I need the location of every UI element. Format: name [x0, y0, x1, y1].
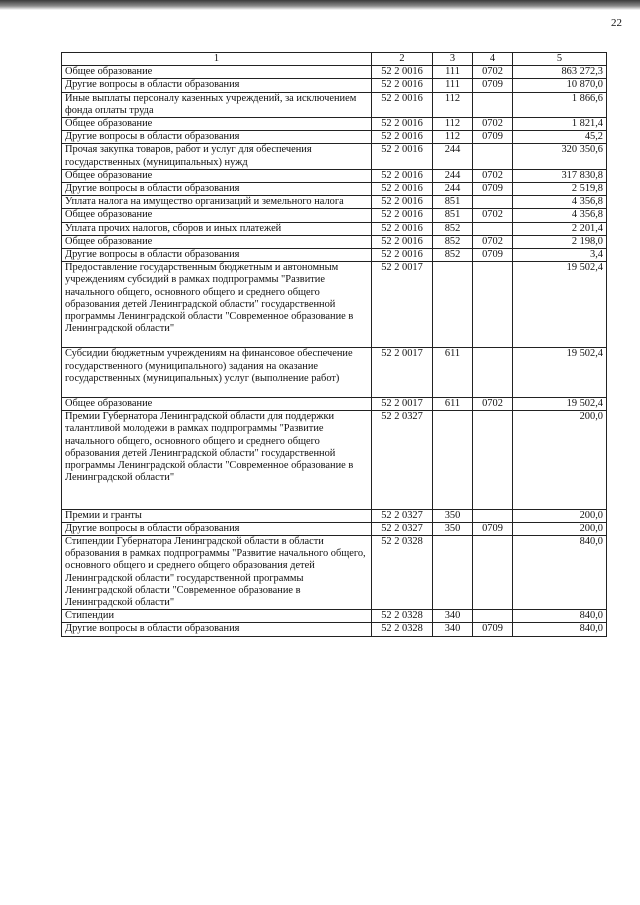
row-sum-cell: 1 866,6: [513, 92, 607, 117]
row-code-cell: 52 2 0016: [372, 235, 433, 248]
row-sum-cell: 2 519,8: [513, 183, 607, 196]
table-row: [62, 144, 607, 169]
row-expense-type-cell: [433, 535, 473, 609]
row-name-cell: Другие вопросы в области образования: [62, 623, 372, 636]
row-expense-type-cell: 340: [433, 623, 473, 636]
row-expense-type-cell: 611: [433, 348, 473, 398]
table-header-row: [62, 53, 607, 66]
row-sum-cell: 863 272,3: [513, 66, 607, 79]
row-sum-cell: 19 502,4: [513, 262, 607, 348]
row-name-cell: Другие вопросы в области образования: [62, 183, 372, 196]
row-name-cell: Субсидии бюджетным учреждениям на финансовое обеспечение государственного (муниципального) задания на оказание государственных (муниципальных) услуг (выполнение работ): [62, 348, 372, 398]
header-col-3: 3: [433, 53, 473, 66]
row-code-cell: 52 2 0016: [372, 131, 433, 144]
row-section-cell: [473, 92, 513, 117]
row-sum-cell: 19 502,4: [513, 398, 607, 411]
row-sum-cell: 4 356,8: [513, 209, 607, 222]
row-name-cell: Общее образование: [62, 398, 372, 411]
row-code-cell: 52 2 0017: [372, 398, 433, 411]
row-section-cell: 0709: [473, 79, 513, 92]
row-sum-cell: 200,0: [513, 411, 607, 509]
row-code-cell: 52 2 0016: [372, 92, 433, 117]
row-sum-cell: 45,2: [513, 131, 607, 144]
row-code-cell: 52 2 0016: [372, 249, 433, 262]
row-section-cell: [473, 610, 513, 623]
row-name-cell: Премии Губернатора Ленинградской области для поддержки талантливой молодежи в рамках подпрограммы "Развитие начального общего, основного общего и среднего общего образования детей Ленинградской области" государственной программы Ленинградской области "Современное образование в Ленинградской области": [62, 411, 372, 509]
row-section-cell: 0702: [473, 235, 513, 248]
table-row: [62, 411, 607, 509]
table-row: [62, 66, 607, 79]
page-number: 22: [611, 17, 622, 29]
table-row: [62, 522, 607, 535]
row-name-cell: Общее образование: [62, 66, 372, 79]
row-sum-cell: 10 870,0: [513, 79, 607, 92]
budget-table: [61, 52, 607, 637]
row-code-cell: 52 2 0328: [372, 535, 433, 609]
row-name-cell: Другие вопросы в области образования: [62, 131, 372, 144]
row-sum-cell: 3,4: [513, 249, 607, 262]
row-code-cell: 52 2 0016: [372, 209, 433, 222]
row-expense-type-cell: [433, 262, 473, 348]
row-sum-cell: 4 356,8: [513, 196, 607, 209]
table-row: [62, 610, 607, 623]
row-name-cell: Общее образование: [62, 169, 372, 182]
row-expense-type-cell: 350: [433, 522, 473, 535]
table-row: [62, 92, 607, 117]
table-row: [62, 509, 607, 522]
row-expense-type-cell: 852: [433, 235, 473, 248]
table-row: [62, 169, 607, 182]
row-name-cell: Общее образование: [62, 118, 372, 131]
row-sum-cell: 200,0: [513, 509, 607, 522]
row-section-cell: [473, 144, 513, 169]
row-expense-type-cell: 244: [433, 169, 473, 182]
row-section-cell: 0702: [473, 209, 513, 222]
row-expense-type-cell: 112: [433, 92, 473, 117]
row-name-cell: Общее образование: [62, 209, 372, 222]
scan-top-edge: [0, 0, 640, 10]
row-code-cell: 52 2 0016: [372, 222, 433, 235]
row-name-cell: Прочая закупка товаров, работ и услуг для обеспечения государственных (муниципальных) нужд: [62, 144, 372, 169]
row-sum-cell: 320 350,6: [513, 144, 607, 169]
row-expense-type-cell: 111: [433, 66, 473, 79]
row-sum-cell: 2 198,0: [513, 235, 607, 248]
header-col-4: 4: [473, 53, 513, 66]
row-code-cell: 52 2 0327: [372, 509, 433, 522]
row-sum-cell: 840,0: [513, 610, 607, 623]
table-row: [62, 535, 607, 609]
row-section-cell: [473, 262, 513, 348]
row-code-cell: 52 2 0327: [372, 522, 433, 535]
table-row: [62, 623, 607, 636]
table-row: [62, 249, 607, 262]
row-code-cell: 52 2 0017: [372, 348, 433, 398]
row-name-cell: Другие вопросы в области образования: [62, 79, 372, 92]
row-expense-type-cell: 851: [433, 196, 473, 209]
row-section-cell: [473, 348, 513, 398]
row-code-cell: 52 2 0016: [372, 118, 433, 131]
row-sum-cell: 840,0: [513, 535, 607, 609]
row-code-cell: 52 2 0016: [372, 144, 433, 169]
row-expense-type-cell: 340: [433, 610, 473, 623]
table-row: [62, 183, 607, 196]
row-name-cell: Иные выплаты персоналу казенных учреждений, за исключением фонда оплаты труда: [62, 92, 372, 117]
row-section-cell: 0709: [473, 522, 513, 535]
row-sum-cell: 317 830,8: [513, 169, 607, 182]
row-section-cell: 0709: [473, 131, 513, 144]
row-name-cell: Стипендии: [62, 610, 372, 623]
header-col-2: 2: [372, 53, 433, 66]
row-section-cell: 0709: [473, 249, 513, 262]
row-section-cell: 0709: [473, 183, 513, 196]
row-expense-type-cell: 350: [433, 509, 473, 522]
row-code-cell: 52 2 0017: [372, 262, 433, 348]
row-name-cell: Другие вопросы в области образования: [62, 522, 372, 535]
row-section-cell: 0702: [473, 169, 513, 182]
row-sum-cell: 840,0: [513, 623, 607, 636]
row-code-cell: 52 2 0328: [372, 610, 433, 623]
table-row: [62, 118, 607, 131]
row-expense-type-cell: 852: [433, 249, 473, 262]
row-expense-type-cell: 611: [433, 398, 473, 411]
table-row: [62, 222, 607, 235]
row-section-cell: [473, 222, 513, 235]
table-row: [62, 398, 607, 411]
row-name-cell: Стипендии Губернатора Ленинградской области в области образования в рамках подпрограммы "Развитие начального общего, основного общего и среднего общего образования детей Ленинградской области" государственной программы Ленинградской области "Современное образование в Ленинградской области": [62, 535, 372, 609]
row-section-cell: 0709: [473, 623, 513, 636]
row-section-cell: [473, 509, 513, 522]
row-code-cell: 52 2 0016: [372, 169, 433, 182]
row-expense-type-cell: [433, 411, 473, 509]
table-row: [62, 79, 607, 92]
row-section-cell: [473, 196, 513, 209]
budget-table-body: [62, 53, 607, 637]
row-section-cell: 0702: [473, 398, 513, 411]
row-sum-cell: 200,0: [513, 522, 607, 535]
row-section-cell: 0702: [473, 66, 513, 79]
row-section-cell: [473, 535, 513, 609]
row-name-cell: Общее образование: [62, 235, 372, 248]
row-expense-type-cell: 851: [433, 209, 473, 222]
row-name-cell: Уплата прочих налогов, сборов и иных платежей: [62, 222, 372, 235]
row-sum-cell: 1 821,4: [513, 118, 607, 131]
table-row: [62, 262, 607, 348]
row-expense-type-cell: 112: [433, 131, 473, 144]
row-code-cell: 52 2 0016: [372, 66, 433, 79]
row-sum-cell: 19 502,4: [513, 348, 607, 398]
row-expense-type-cell: 111: [433, 79, 473, 92]
row-expense-type-cell: 244: [433, 144, 473, 169]
table-row: [62, 235, 607, 248]
row-sum-cell: 2 201,4: [513, 222, 607, 235]
header-col-5: 5: [513, 53, 607, 66]
row-code-cell: 52 2 0016: [372, 183, 433, 196]
row-code-cell: 52 2 0016: [372, 79, 433, 92]
table-row: [62, 348, 607, 398]
table-row: [62, 209, 607, 222]
row-section-cell: 0702: [473, 118, 513, 131]
table-row: [62, 131, 607, 144]
row-expense-type-cell: 852: [433, 222, 473, 235]
header-col-1: 1: [62, 53, 372, 66]
row-section-cell: [473, 411, 513, 509]
row-name-cell: Предоставление государственным бюджетным и автономным учреждениям субсидий в рамках подпрограммы "Развитие начального общего, основного общего и среднего общего образования детей Ленинградской области" государственной программы Ленинградской области "Современное образование в Ленинградской области": [62, 262, 372, 348]
table-row: [62, 196, 607, 209]
row-code-cell: 52 2 0016: [372, 196, 433, 209]
row-name-cell: Премии и гранты: [62, 509, 372, 522]
row-code-cell: 52 2 0328: [372, 623, 433, 636]
row-name-cell: Уплата налога на имущество организаций и земельного налога: [62, 196, 372, 209]
row-expense-type-cell: 112: [433, 118, 473, 131]
row-code-cell: 52 2 0327: [372, 411, 433, 509]
row-expense-type-cell: 244: [433, 183, 473, 196]
row-name-cell: Другие вопросы в области образования: [62, 249, 372, 262]
